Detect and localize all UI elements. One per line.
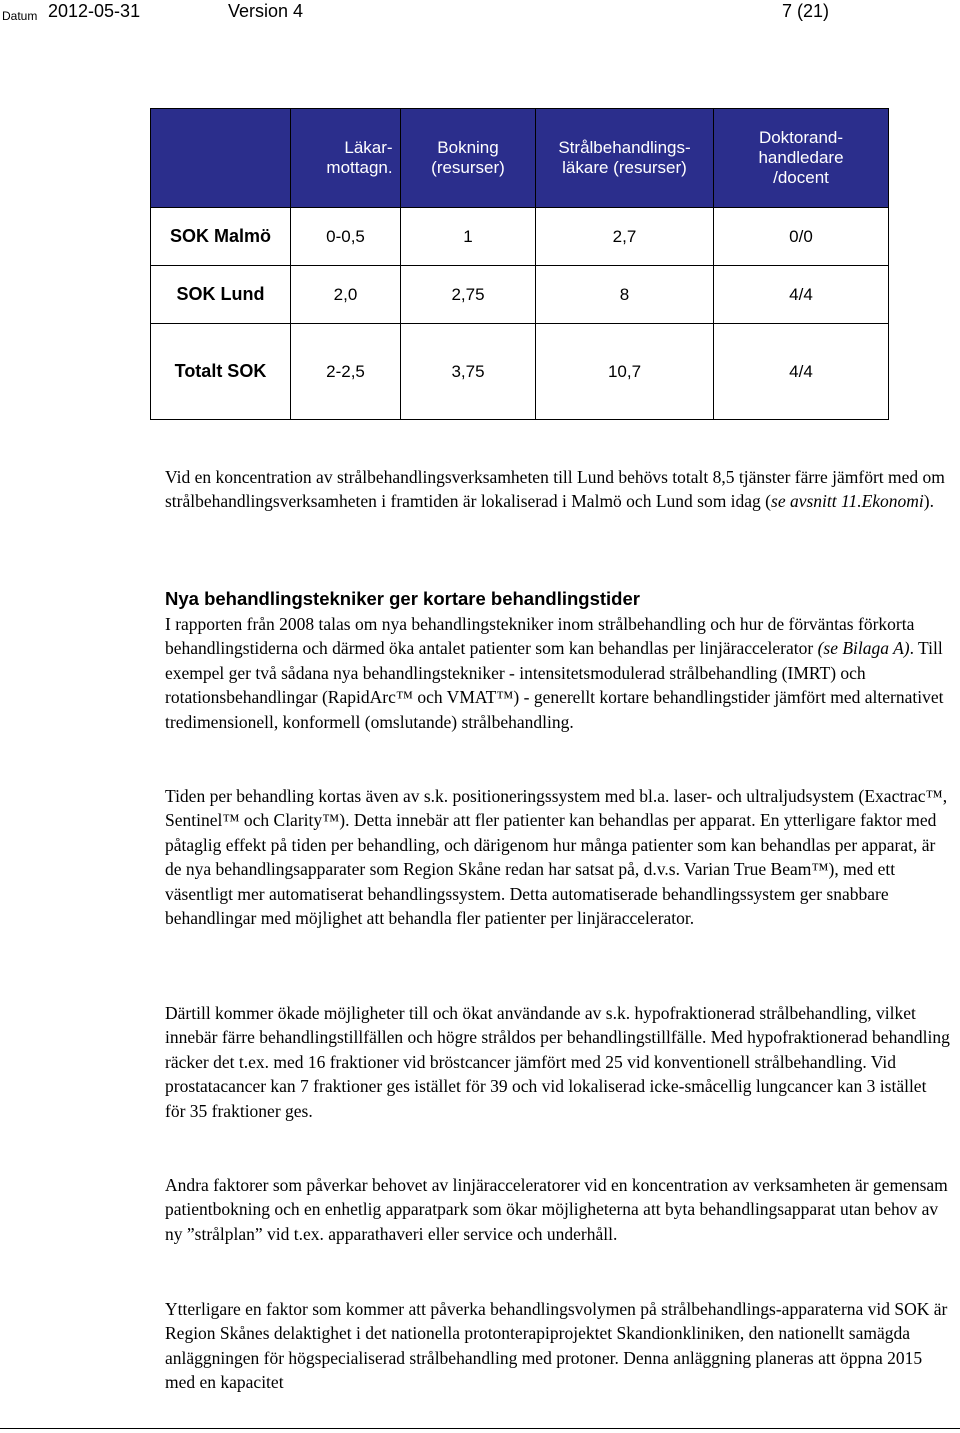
header-text: Doktorand- handledare /docent — [758, 128, 844, 187]
paragraph-report — [165, 612, 950, 734]
paragraph-text: Andra faktorer som påverkar behovet av linjäracceleratorer vid en koncentration av verksamheten är gemensam patientbokning och en enhetlig apparatpark som ökar möjligheterna att byta behandlingsapparat utan behov av ny ”strålplan” vid t.ex. apparathaveri eller service och underhåll. — [165, 1175, 948, 1244]
header-text: Bokning (resurser) — [431, 138, 505, 177]
table-row — [151, 266, 889, 324]
table-cell: 2,75 — [401, 266, 536, 324]
paragraph-hypofractionation — [165, 1001, 950, 1123]
table-cell: 0/0 — [714, 208, 889, 266]
resource-table — [150, 108, 889, 420]
table-cell: 10,7 — [536, 324, 714, 420]
paragraph-text: Vid en koncentration av strålbehandlingsverksamheten till Lund behövs totalt 8,5 tjänster färre jämfört med om strålbehandlingsverksamheten i framtiden är lokaliserad i Malmö och Lund som idag ( — [165, 467, 945, 512]
table-cell: 4/4 — [714, 266, 889, 324]
paragraph-text: Tiden per behandling kortas även av s.k. positioneringssystem med bl.a. laser- och ultraljudsystem (Exactrac™, Sentinel™ och Clarity™). Detta innebär att fler patienter kan behandlas per apparat. En ytterligare faktor med påtaglig effekt på tiden per behandling, och därigenom hur många patienter som kan behandlas per apparat, är de nya behandlingsapparater som Region Skåne redan har satsat på, d.v.s. Varian True Beam™), med ett väsentligt mer automatiserat behandlingssystem. Detta automatiserade behandlingssystem ger snabbare behandlingar med möjlighet att behandla fler patienter per linjäraccelerator. — [165, 786, 948, 929]
paragraph-text: Därtill kommer ökade möjligheter till och ökat användande av s.k. hypofraktionerad strålbehandling, vilket innebär färre behandlingstillfällen och högre stråldos per behandlingstillfälle. Med hypofraktionerad behandling räcker det t.ex. med 16 fraktioner vid bröstcancer jämfört med 25 vid konventionell strålbehandling. Vid prostatacancer kan 7 fraktioner ges istället för 39 och vid lokaliserad icke-småcellig lungcancer kan 3 istället för 35 fraktioner ges. — [165, 1003, 950, 1121]
version-label: Version 4 — [228, 1, 304, 21]
row-label: SOK Lund — [151, 266, 291, 324]
table-header-row — [151, 109, 889, 208]
table-cell: 0-0,5 — [291, 208, 401, 266]
paragraph-text: Ytterligare en faktor som kommer att påverka behandlingsvolymen på strålbehandlings-apparaterna vid SOK är Region Skånes delaktighet i det nationella protonterapiprojektet Skandionkliniken, den nationellt samägda anläggningen för högspecialiserad strålbehandling med protoner. Denna anläggning planeras att öppna 2015 med en kapacitet — [165, 1299, 948, 1393]
page-number: 7 (21) — [782, 1, 830, 21]
row-label: SOK Malmö — [151, 208, 291, 266]
paragraph-other-factors — [165, 1173, 950, 1246]
header-cell-doktorandhandledare — [714, 109, 889, 208]
paragraph-positioning — [165, 784, 950, 930]
paragraph-text: I rapporten från 2008 talas om nya behandlingstekniker inom strålbehandling och hur de förväntas förkorta behandlingstiderna och därmed öka antalet patienter som kan behandlas per linjäraccelerator — [165, 614, 915, 659]
table-cell: 4/4 — [714, 324, 889, 420]
table-cell: 8 — [536, 266, 714, 324]
header-cell-empty — [151, 109, 291, 208]
footer-rule — [0, 1428, 960, 1429]
table-cell: 2,0 — [291, 266, 401, 324]
header-text: Strålbehandlings- läkare (resurser) — [558, 138, 691, 177]
section-reference: se avsnitt 11.Ekonomi — [771, 491, 924, 512]
date-label: Datum — [2, 9, 38, 23]
date-value: 2012-05-31 — [48, 1, 141, 21]
table-row — [151, 324, 889, 420]
table-row — [151, 208, 889, 266]
table-cell: 1 — [401, 208, 536, 266]
row-label: Totalt SOK — [151, 324, 291, 420]
paragraph-tail: ). — [923, 491, 934, 512]
table-cell: 3,75 — [401, 324, 536, 420]
header-cell-stralbehandlingslakare — [536, 109, 714, 208]
paragraph-text: . Till exempel ger två sådana nya behandlingstekniker - intensitetsmodulerad strålbehandling (IMRT) och rotationsbehandlingar (RapidArc™ och VMAT™) - generellt kortare behandlingstider jämfört med alternativet tredimensionell, konformell (omslutande) strålbehandling. — [165, 638, 944, 732]
paragraph-concentration — [165, 465, 950, 514]
header-cell-bokning — [401, 109, 536, 208]
section-new-techniques — [165, 586, 950, 734]
section-heading: Nya behandlingstekniker ger kortare behandlingstider — [165, 588, 640, 609]
paragraph-proton-therapy — [165, 1297, 950, 1395]
table-cell: 2,7 — [536, 208, 714, 266]
appendix-reference: (se Bilaga A) — [817, 638, 910, 659]
table-cell: 2-2,5 — [291, 324, 401, 420]
header-text: Läkar- mottagn. — [326, 138, 393, 177]
header-cell-lakarmottagning — [291, 109, 401, 208]
page-header — [0, 0, 960, 26]
